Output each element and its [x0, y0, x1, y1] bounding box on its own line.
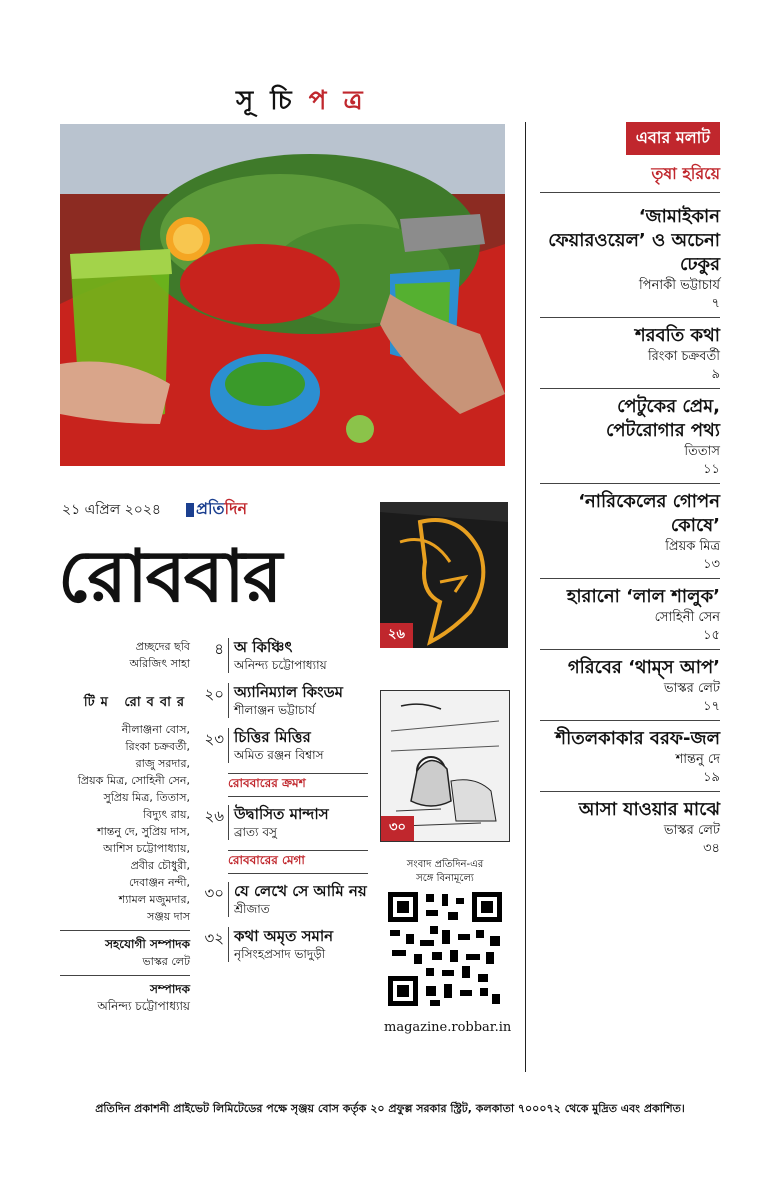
contents-item[interactable] [198, 683, 368, 718]
logo-mark [186, 503, 194, 517]
masthead-title: রোববার [58, 533, 281, 618]
imprint-footer: প্রতিদিন প্রকাশনী প্রাইভেট লিমিটেডের পক্ষে সৃঞ্জয় বোস কর্তৃক ২০ প্রফুল্ল সরকার স্ট্রিট, কলকাতা ৭০০০৭২ থেকে মুদ্রিত এবং প্রকাশিত। [95, 1102, 685, 1115]
divider [60, 930, 190, 931]
cover-item-author: রিংকা চক্রবর্তী [647, 349, 720, 364]
team-member: নীলাঞ্জনা বোস, [121, 723, 190, 736]
contents-title: উদ্বাসিত মান্দাস [234, 805, 329, 823]
contents-page: ৪ [214, 640, 224, 658]
contents-author: শীলাঞ্জন ভট্টাচার্য [234, 703, 316, 717]
cover-item-page: ৭ [711, 296, 720, 311]
team-member: রাজু সরদার, [135, 757, 190, 770]
contents-title: চিত্তির মিত্তির [234, 728, 311, 746]
artwork-sketch [380, 690, 510, 842]
cover-theme: তৃষা হরিয়ে [540, 161, 720, 193]
issue-date: ২১ এপ্রিল ২০২৪ [62, 502, 162, 518]
cover-item-author: তিতাস [684, 444, 720, 459]
assoc-editor-name: ভাস্কর লেট [142, 955, 190, 968]
cover-item-title: ‘জামাইকান ফেয়ারওয়েল’ ও অচেনা ঢেকুর [548, 206, 720, 275]
magazine-url[interactable]: magazine.robbar.in [384, 1020, 512, 1035]
contents-item[interactable] [198, 728, 368, 763]
cover-item[interactable] [540, 579, 720, 650]
qr-caption-line2: সঙ্গে বিনামূল্যে [416, 873, 474, 884]
artwork-profile [380, 502, 508, 648]
contents-author: শ্রীজাত [234, 902, 270, 916]
cover-item[interactable] [540, 484, 720, 579]
cover-item-author: পিনাকী ভট্টাচার্য [639, 278, 720, 293]
cover-item[interactable] [540, 199, 720, 318]
team-member: শ্যামল মজুমদার, [118, 893, 190, 906]
contents-title: অ কিঞ্চিৎ [234, 638, 293, 656]
logo-part2: দিন [224, 499, 248, 518]
team-member: প্রিয়ক মিত্র, সোহিনী সেন, [77, 774, 190, 787]
cover-item-title: শরবতি কথা [635, 325, 720, 346]
contents-author: অমিত রঞ্জন বিশ্বাস [234, 748, 324, 762]
contents-page: ৩০ [204, 884, 224, 902]
qr-caption [384, 858, 506, 886]
mega-label: রোববারের মেগা [228, 850, 368, 874]
cover-item-title: ‘নারিকেলের গোপন কোষে’ [578, 491, 720, 536]
contents-page: ২০ [204, 685, 224, 703]
contents-list [198, 638, 368, 972]
cover-item[interactable] [540, 389, 720, 484]
assoc-editor-label: সহযোগী সম্পাদক [105, 937, 190, 951]
cover-item-page: ১৯ [703, 770, 720, 785]
cover-item-title: হারানো ‘লাল শালুক’ [566, 586, 720, 607]
cover-item[interactable] [540, 721, 720, 792]
cover-item-page: ১৩ [703, 557, 720, 572]
editor-name: অনিন্দ্য চট্টোপাধ্যায় [97, 999, 190, 1013]
contents-page: ৩২ [204, 929, 224, 947]
page-title [236, 80, 367, 124]
cover-item-author: ভাস্কর লেট [663, 681, 720, 696]
contents-item[interactable] [198, 927, 368, 962]
team-member: আশিস চট্টোপাধ্যায়, [103, 842, 190, 855]
cover-item-author: সোহিনী সেন [654, 610, 720, 625]
cover-item[interactable] [540, 792, 720, 862]
editor-label: সম্পাদক [149, 982, 190, 996]
cover-item-page: ১৫ [703, 628, 720, 643]
team-member: সঞ্জয় দাস [147, 910, 190, 923]
cover-item-page: ১৭ [703, 699, 720, 714]
contents-title: কথা অমৃত সমান [234, 927, 334, 945]
team-member: বিদ্যুৎ রায়, [143, 808, 190, 821]
team-members [60, 721, 190, 925]
title-part2: প ত্র [308, 86, 367, 116]
logo-part1: প্রতি [196, 499, 225, 518]
cover-item[interactable] [540, 650, 720, 721]
cover-credit-label: প্রচ্ছদের ছবি [135, 640, 190, 653]
contents-author: নৃসিংহপ্রসাদ ভাদুড়ী [234, 947, 326, 961]
contents-item[interactable] [198, 882, 368, 917]
cover-item-author: ভাস্কর লেট [663, 823, 720, 838]
contents-page: ২৬ [204, 807, 224, 825]
contents-author: ব্রাত্য বসু [234, 825, 277, 839]
contents-author: অনিন্দ্য চট্টোপাধ্যায় [234, 658, 327, 672]
page-badge-30: ৩০ [381, 816, 414, 841]
cover-item-title: আসা যাওয়ার মাঝে [578, 799, 720, 820]
cover-item-author: প্রিয়ক মিত্র [665, 539, 720, 554]
team-member: শান্তনু দে, সুপ্রিয় দাস, [97, 825, 190, 838]
column-divider [525, 122, 526, 1072]
cover-item-page: ৯ [711, 367, 720, 382]
cover-item-page: ১১ [703, 462, 720, 477]
title-part1: সূ চি [236, 86, 296, 116]
cover-item-page: ৩৪ [703, 841, 720, 856]
pratidin-logo [186, 496, 247, 523]
team-member: প্রবীর চৌধুরী, [130, 859, 190, 872]
contents-page: ২৩ [204, 730, 224, 748]
contents-title: যে লেখে সে আমি নয় [234, 882, 367, 900]
team-title: টিম রোববার [83, 695, 190, 710]
cover-photo [60, 124, 505, 466]
serial-label: রোববারের ক্রমশ [228, 773, 368, 797]
credits-column [60, 638, 190, 1015]
team-member: দেবাঞ্জন নন্দী, [128, 876, 190, 889]
cover-item[interactable] [540, 318, 720, 389]
page-badge-26: ২৬ [380, 623, 413, 648]
qr-code[interactable] [386, 890, 504, 1008]
contents-item[interactable] [198, 638, 368, 673]
divider [60, 975, 190, 976]
cover-credit-name: অরিজিৎ সাহা [129, 657, 190, 670]
cover-story-section [540, 122, 720, 862]
contents-item[interactable] [198, 805, 368, 840]
contents-title: অ্যানিম্যাল কিংডম [234, 683, 343, 701]
team-member: রিংকা চক্রবর্তী, [125, 740, 190, 753]
cover-item-title: গরিবের ‘থাম্‌স আপ’ [567, 657, 720, 678]
cover-item-title: পেটুকের প্রেম, পেটরোগার পথ্য [606, 396, 720, 441]
qr-caption-line1: সংবাদ প্রতিদিন-এর [406, 859, 484, 870]
cover-item-title: শীতলকাকার বরফ-জল [555, 728, 720, 749]
cover-section-header: এবার মলাট [626, 122, 720, 155]
cover-item-author: শান্তনু দে [675, 752, 720, 767]
team-member: সুপ্রিয় মিত্র, তিতাস, [103, 791, 190, 804]
